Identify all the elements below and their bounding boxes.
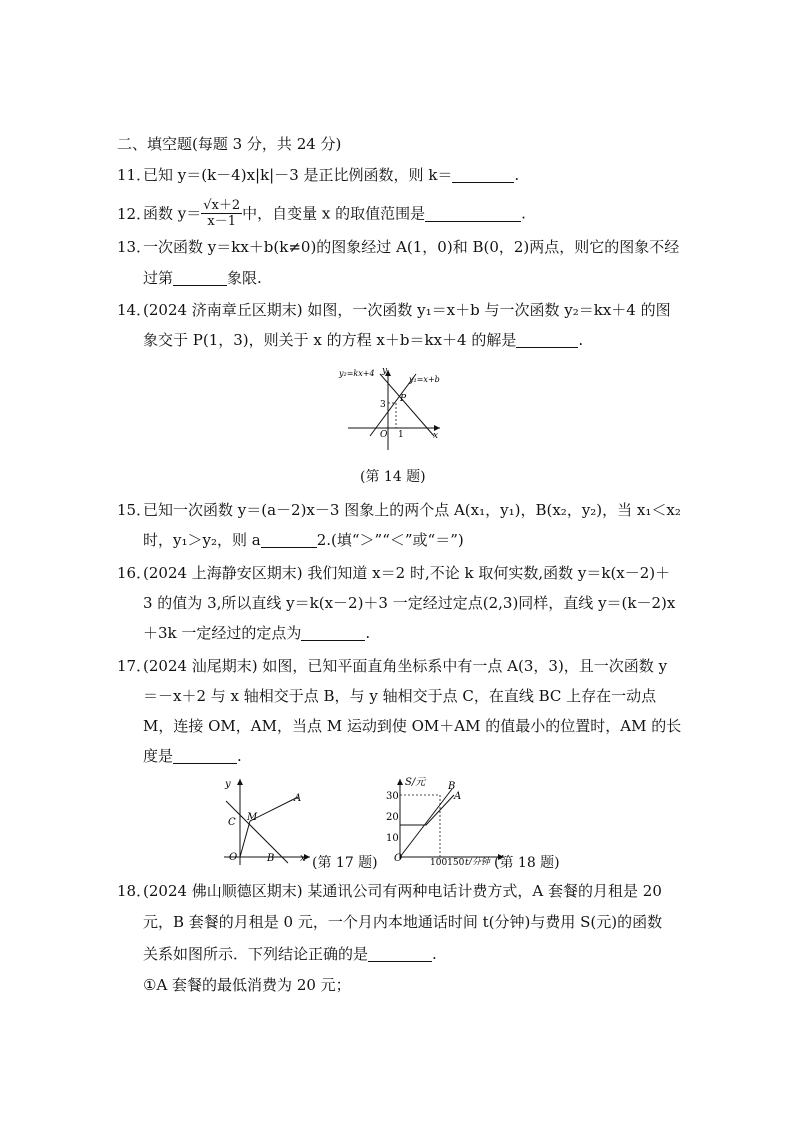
question-15-cont: 时，y₁＞y₂，则 a 2.(填“＞”“＜”或“＝”)	[143, 531, 464, 549]
question-18-cont2: 关系如图所示．下列结论正确的是 .	[143, 945, 437, 963]
question-18-item-1: ①A 套餐的最低消费为 20 元；	[143, 976, 351, 994]
label-O: O	[229, 852, 238, 863]
line-A	[400, 795, 454, 825]
question-number: 11．	[117, 166, 152, 184]
label-y: y	[382, 366, 388, 376]
question-13-cont: 过第 象限.	[143, 269, 262, 287]
fraction	[201, 198, 242, 229]
answer-blank[interactable]	[452, 166, 514, 183]
figure-17-caption: (第 17 题)	[312, 855, 378, 871]
answer-blank[interactable]	[516, 331, 578, 348]
label-3: 3	[380, 400, 386, 410]
tick-10: 10	[386, 833, 399, 844]
answer-blank[interactable]	[173, 747, 237, 764]
question-17: 17．(2024 汕尾期末) 如图，已知平面直角坐标系中有一点 A(3，3)，且一次函数 y	[117, 657, 668, 675]
question-17-cont3: 度是 .	[143, 747, 242, 765]
figure-18-caption: (第 18 题)	[494, 855, 560, 871]
question-17-cont: ＝－x＋2 与 x 轴相交于点 B，与 y 轴相交于点 C，在直线 BC 上存在一动点	[143, 687, 657, 705]
question-18: 18．(2024 佛山顺德区期末) 某通讯公司有两种电话计费方式，A 套餐的月租是 20	[117, 882, 662, 900]
question-14-cont: 象交于 P(1，3)，则关于 x 的方程 x＋b＝kx＋4 的解是 .	[143, 331, 584, 349]
label-O: O	[380, 430, 388, 440]
tick-20: 20	[386, 812, 399, 823]
section-title: 二、填空题(每题 3 分，共 24 分)	[117, 135, 342, 153]
question-number: 14．	[117, 301, 152, 319]
question-text: 已知 y＝(k－4)x|k|－3 是正比例函数，则 k＝	[143, 166, 453, 184]
label-x: x	[433, 431, 439, 441]
figure-14	[336, 362, 446, 452]
y-axis-arrow	[237, 779, 243, 785]
question-16: 16．(2024 上海静安区期末) 我们知道 x＝2 时,不论 k 取何实数,函数 y＝k(x－2)＋	[117, 564, 671, 582]
question-14: 14．(2024 济南章丘区期末) 如图，一次函数 y₁＝x＋b 与一次函数 y₂＝kx＋4 的图	[117, 301, 671, 319]
label-t: t/分钟	[465, 858, 490, 865]
answer-blank[interactable]	[301, 624, 365, 641]
question-13: 13．一次函数 y＝kx＋b(k≠0)的图象经过 A(1，0)和 B(0，2)两点，则它的图象不经	[117, 238, 680, 256]
label-B: B	[448, 781, 456, 792]
figure-18	[386, 775, 506, 865]
label-A: A	[454, 791, 462, 802]
label-x: x	[300, 853, 306, 864]
question-number: 13．	[117, 238, 152, 256]
label-y1: y₁=x+b	[409, 375, 440, 384]
tick-100150: 100150	[430, 858, 465, 865]
answer-blank[interactable]	[173, 269, 227, 286]
label-A: A	[294, 793, 302, 804]
label-P: P	[400, 394, 407, 404]
answer-blank[interactable]	[425, 205, 521, 222]
question-number: 18．	[117, 882, 152, 900]
y-axis-arrow	[397, 779, 403, 785]
line-B	[400, 789, 452, 857]
question-number: 17．	[117, 657, 152, 675]
question-number: 12．	[117, 204, 152, 223]
question-18-cont: 元，B 套餐的月租是 0 元，一个月内本地通话时间 t(分钟)与费用 S(元)的函数	[143, 913, 663, 931]
fraction-numerator: √x＋2	[203, 198, 241, 213]
question-number: 15．	[117, 501, 152, 519]
tick-30: 30	[386, 791, 399, 802]
question-15: 15．已知一次函数 y＝(a－2)x－3 图象上的两个点 A(x₁，y₁)，B(x₂，y₂)，当 x₁＜x₂	[117, 501, 681, 519]
question-16-cont: 3 的值为 3,所以直线 y＝k(x－2)＋3 一定经过定点(2,3)同样，直线 y＝(k－2)x	[143, 594, 676, 612]
figure-17	[220, 775, 315, 865]
label-B: B	[267, 853, 275, 864]
segment-OM	[240, 821, 250, 857]
question-number: 16．	[117, 564, 152, 582]
question-12: 12．函数 y＝ $\frac{√x+2}{x-1}$ 中，自变量 x 的取值范围是 .	[117, 198, 526, 229]
fraction-denominator: x－1	[207, 214, 236, 229]
label-C: C	[228, 817, 236, 828]
label-M: M	[247, 812, 258, 823]
question-16-cont2: ＋3k 一定经过的定点为 .	[143, 624, 371, 642]
answer-blank[interactable]	[368, 945, 432, 962]
figure-14-caption: (第 14 题)	[360, 469, 426, 485]
question-11: 11．已知 y＝(k－4)x|k|－3 是正比例函数，则 k＝ .	[117, 166, 520, 184]
label-S: S/元	[405, 777, 426, 788]
label-O: O	[394, 853, 403, 864]
label-y2: y₂=kx+4	[339, 369, 375, 378]
label-1: 1	[398, 430, 404, 440]
answer-blank[interactable]	[261, 531, 317, 548]
question-17-cont2: M，连接 OM，AM，当点 M 运动到使 OM＋AM 的值最小的位置时，AM 的长	[143, 717, 682, 735]
label-y: y	[225, 779, 231, 790]
